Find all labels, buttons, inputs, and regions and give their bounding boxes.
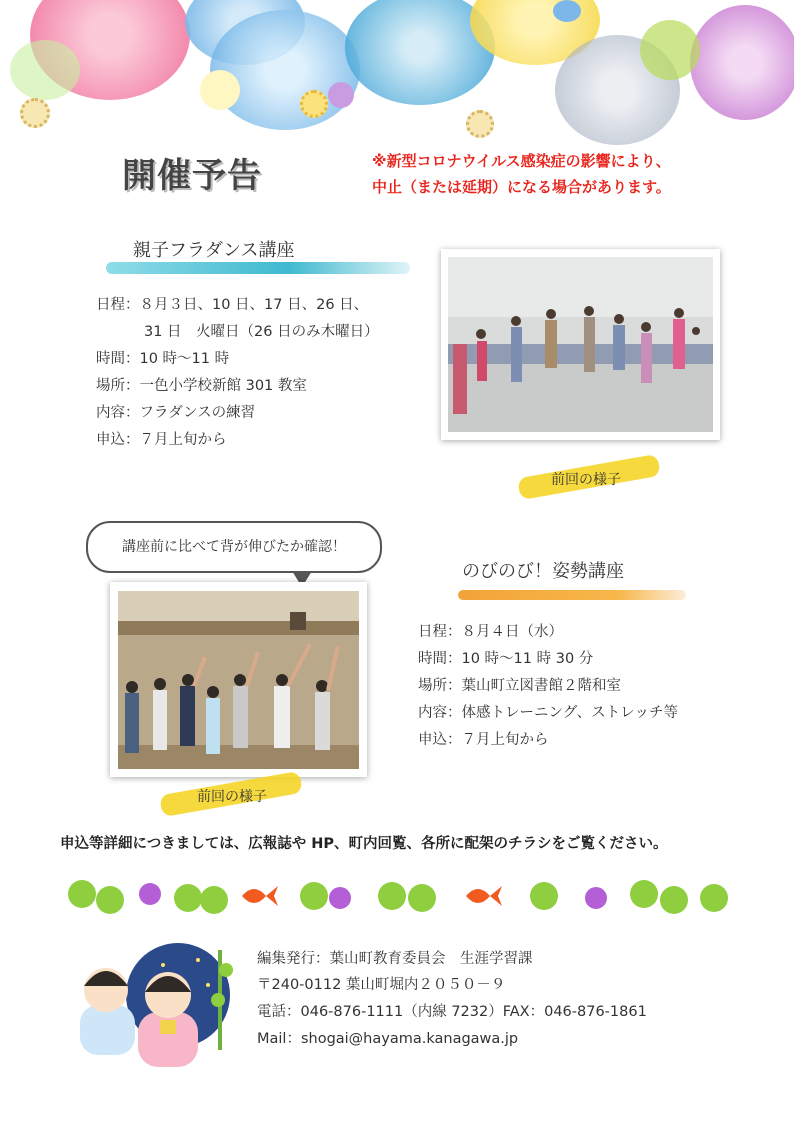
course1-apply: 申込：７月上旬から bbox=[96, 432, 227, 448]
course1-content: 内容：フラダンスの練習 bbox=[96, 405, 256, 421]
phone-fax: 電話：046-876-1111（内線 7232）FAX：046-876-1861 bbox=[257, 1004, 647, 1020]
covid-notice bbox=[372, 148, 671, 200]
course1-schedule-line2: 31 日 火曜日（26 日のみ木曜日） bbox=[144, 324, 379, 340]
notice-line-1: ※新型コロナウイルス感染症の影響により、 bbox=[372, 152, 671, 170]
course1-title: 親子フラダンス講座 bbox=[133, 240, 295, 261]
course2-place: 場所：葉山町立図書館２階和室 bbox=[418, 678, 621, 694]
notice-line-2: 中止（または延期）になる場合があります。 bbox=[372, 178, 671, 196]
course2-time: 時間：10 時～11 時 30 分 bbox=[418, 651, 594, 667]
course1-photo-caption: 前回の様子 bbox=[551, 472, 621, 488]
application-note: 申込等詳細につきましては、広報誌や HP、町内回覧、各所に配架のチラシをご覧ください。 bbox=[60, 836, 668, 852]
course1-details bbox=[96, 292, 379, 454]
page-title: 開催予告 bbox=[122, 156, 262, 196]
posture-class-photo bbox=[110, 582, 367, 777]
email-address[interactable]: Mail：shogai@hayama.kanagawa.jp bbox=[257, 1031, 519, 1047]
course1-time: 時間：10 時～11 時 bbox=[96, 351, 230, 367]
tanabata-illustration bbox=[68, 940, 238, 1080]
course1-schedule-line1: 日程：８月３日、10 日、17 日、26 日、 bbox=[96, 297, 369, 313]
course2-photo-caption: 前回の様子 bbox=[197, 789, 267, 805]
course2-details bbox=[418, 619, 678, 754]
publisher: 編集発行：葉山町教育委員会 生涯学習課 bbox=[257, 951, 533, 967]
course2-content: 内容：体感トレーニング、ストレッチ等 bbox=[418, 705, 678, 721]
decorative-border-row bbox=[62, 874, 742, 920]
course2-title-underline bbox=[458, 590, 686, 600]
hula-class-photo bbox=[441, 249, 720, 440]
speech-bubble: 講座前に比べて背が伸びたか確認！ bbox=[86, 521, 382, 573]
course2-schedule: 日程：８月４日（水） bbox=[418, 624, 563, 640]
course2-title: のびのび！姿勢講座 bbox=[462, 561, 624, 582]
course1-place: 場所：一色小学校新館 301 教室 bbox=[96, 378, 307, 394]
address: 〒240-0112 葉山町堀内２０５０－９ bbox=[257, 977, 506, 993]
course2-apply: 申込：７月上旬から bbox=[418, 732, 549, 748]
course1-title-underline bbox=[106, 262, 410, 274]
